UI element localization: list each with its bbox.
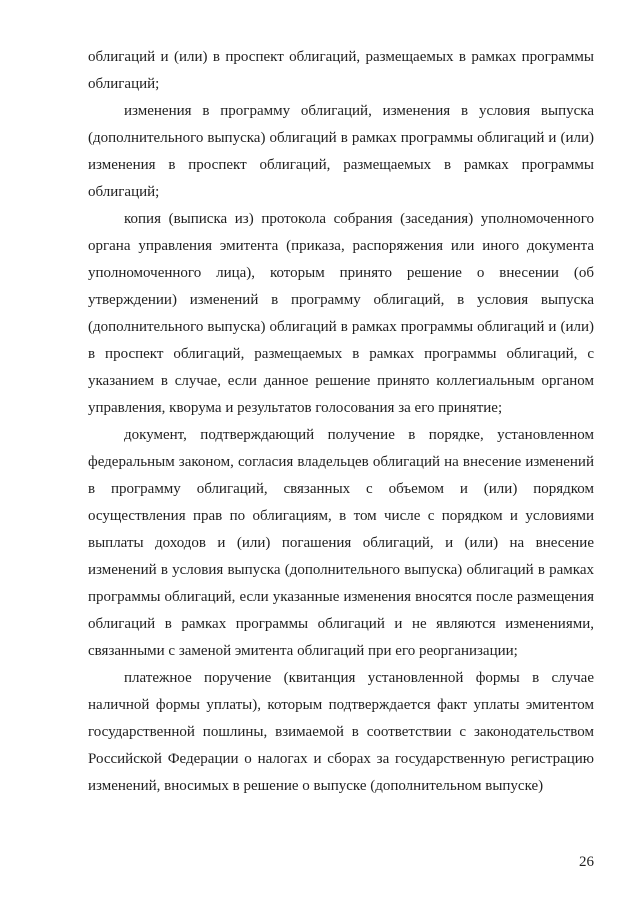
paragraph-continuation: облигаций и (или) в проспект облигаций, размещаемых в рамках программы облигаций;: [88, 49, 594, 92]
page-number: 26: [579, 854, 594, 870]
paragraph-protocol-copy: копия (выписка из) протокола собрания (заседания) уполномоченного органа управления эмитента (приказа, распоряжения или иного документа уполномоченного лица), которым принято решение о внесении (об утверждении) изменений в программу облигаций, в условия выпуска (дополнительного выпуска) облигаций в рамках программы облигаций и (или) в проспект облигаций, размещаемых в рамках программы облигаций, с указанием в случае, если данное решение принято коллегиальным органом управления, кворума и результатов голосования за его принятие;: [88, 211, 594, 416]
paragraph-holder-consent: документ, подтверждающий получение в порядке, установленном федеральным законом, согласия владельцев облигаций на внесение изменений в программу облигаций, связанных с объемом и (или) порядком осуществления прав по облигациям, в том числе с порядком и условиями выплаты доходов и (или) погашения облигаций, и (или) на внесение изменений в условия выпуска (дополнительного выпуска) облигаций в рамках программы облигаций, если указанные изменения вносятся после размещения облигаций в рамках программы облигаций и не являются изменениями, связанными с заменой эмитента облигаций при его реорганизации;: [88, 427, 594, 659]
paragraph-program-changes: изменения в программу облигаций, изменения в условия выпуска (дополнительного выпуска) облигаций в рамках программы облигаций и (или) изменения в проспект облигаций, размещаемых в рамках программы облигаций;: [88, 103, 594, 200]
page-body: [88, 44, 594, 800]
paragraph-payment-order: платежное поручение (квитанция установленной формы в случае наличной формы уплаты), которым подтверждается факт уплаты эмитентом государственной пошлины, взимаемой в соответствии с законодательством Российской Федерации о налогах и сборах за государственную регистрацию изменений, вносимых в решение о выпуске (дополнительном выпуске): [88, 670, 594, 794]
